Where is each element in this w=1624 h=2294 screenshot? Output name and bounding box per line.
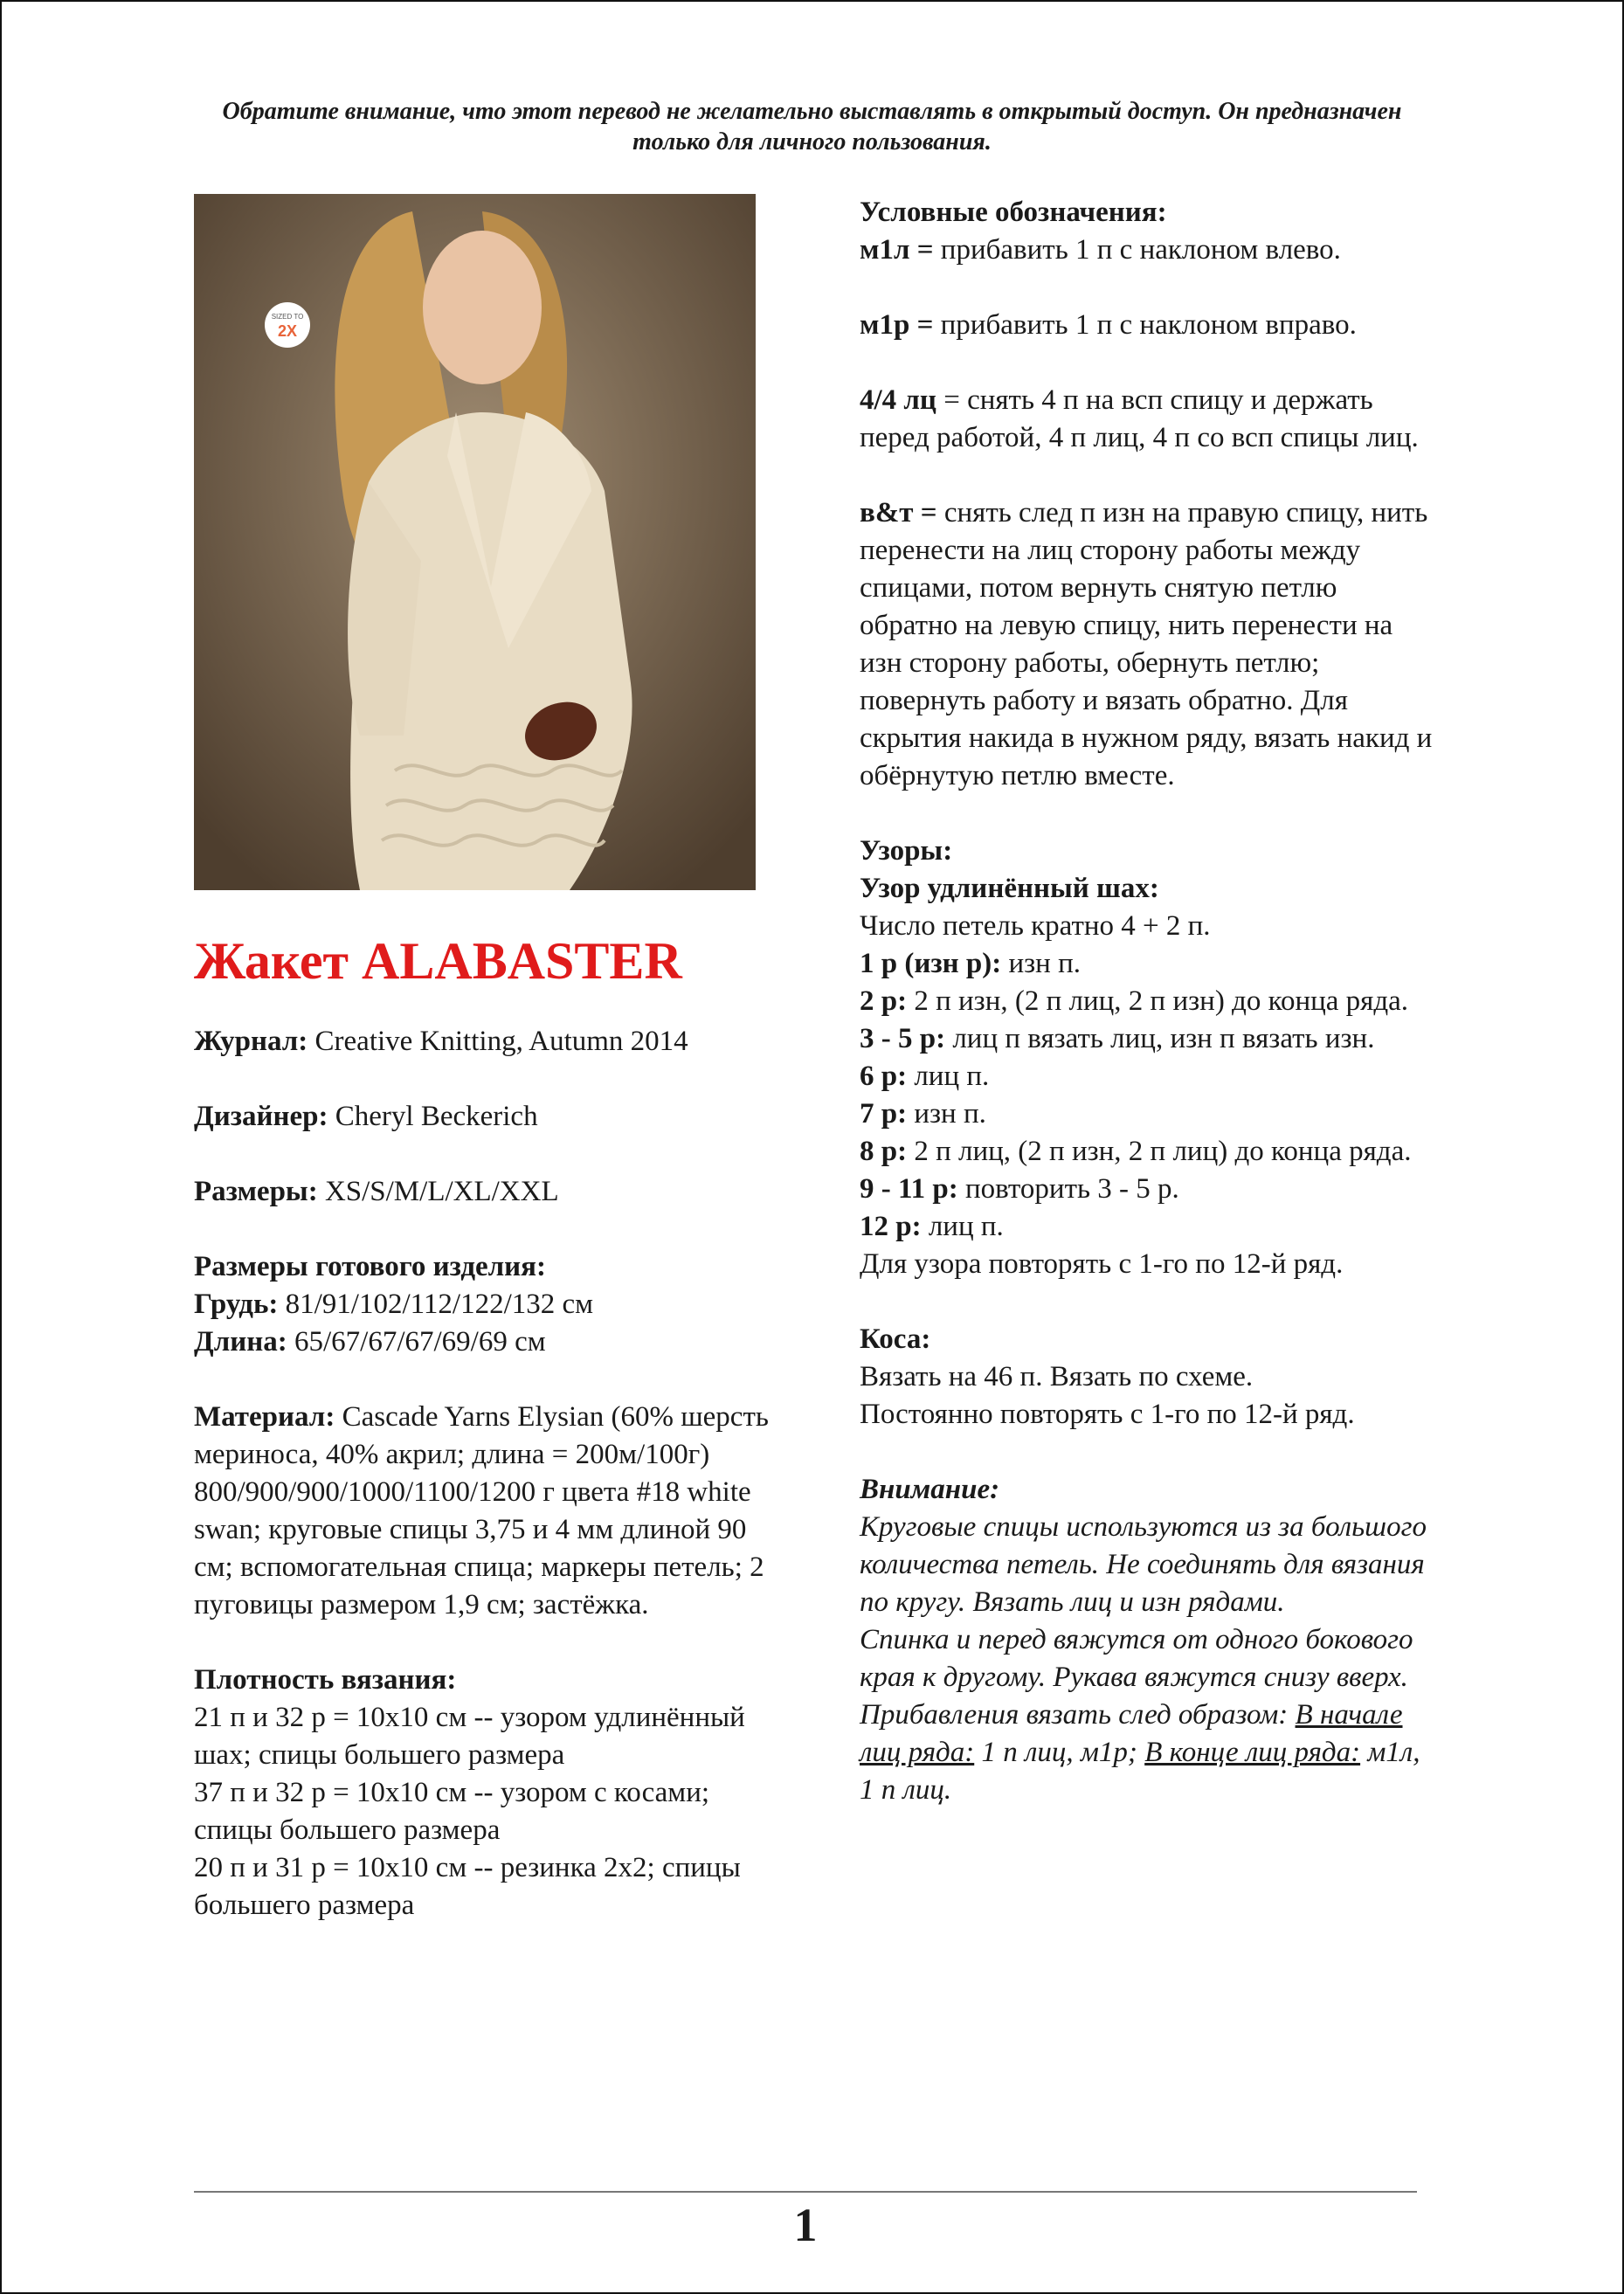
gauge-heading: Плотность вязания: — [194, 1664, 457, 1696]
designer-line: Дизайнер: Cheryl Beckerich — [194, 1101, 538, 1132]
attention-para-1: Круговые спицы используются из за большого количества петель. Не соединять для вязания по кругу. Вязать лиц и изн рядами. — [860, 1511, 1427, 1618]
footer-divider — [194, 2191, 1417, 2193]
attention-heading: Внимание: — [860, 1474, 1000, 1505]
model-illustration — [194, 194, 756, 890]
attention-para-2: Спинка и перед вяжутся от одного бокового края к другому. Рукава вяжутся снизу вверх. — [860, 1624, 1413, 1693]
pattern-row: 12 р: лиц п. — [860, 1211, 1004, 1242]
gauge-line-3: 20 п и 31 р = 10x10 см -- резинка 2x2; спицы большего размера — [194, 1852, 741, 1921]
right-column — [860, 194, 1436, 1809]
pattern-subheading: Узор удлинённый шах: — [860, 873, 1159, 904]
left-column — [194, 922, 771, 1924]
badge-main-text: 2X — [277, 322, 298, 340]
attention-increases: Прибавления вязать след образом: В начале лиц ряда: 1 п лиц, м1р; В конце лиц ряда: м1л, 1 п лиц. — [860, 1699, 1420, 1806]
pattern-row: 6 р: лиц п. — [860, 1061, 990, 1092]
legend-cable: 4/4 лц = снять 4 п на всп спицу и держать перед работой, 4 п лиц, 4 п со всп спицы лиц. — [860, 384, 1419, 453]
badge-top-text: SIZED TO — [271, 313, 304, 321]
pattern-row: 1 р (изн р): изн п. — [860, 948, 1081, 979]
gauge-line-1: 21 п и 32 р = 10x10 см -- узором удлинённый шах; спицы большего размера — [194, 1702, 745, 1771]
page-number: 1 — [793, 2199, 818, 2251]
pattern-repeat: Для узора повторять с 1-го по 12-й ряд. — [860, 1248, 1344, 1280]
legend-m1l: м1л = прибавить 1 п с наклоном влево. — [860, 234, 1341, 266]
length-line: Длина: 65/67/67/67/69/69 см — [194, 1326, 546, 1358]
product-photo — [194, 194, 756, 890]
legend-heading: Условные обозначения: — [860, 197, 1167, 228]
pattern-row: 9 - 11 р: повторить 3 - 5 р. — [860, 1173, 1179, 1205]
pattern-row: 7 р: изн п. — [860, 1098, 986, 1130]
legend-wrap-turn: в&т = снять след п изн на правую спицу, нить перенести на лиц сторону работы между спицами, потом вернуть снятую петлю обратно на левую спицу, нить перенести на изн сторону работы, обернуть петлю; повернуть работу и вязать обратно. Для скрытия накида в нужном ряду, вязать накид и обёрнутую петлю вместе. — [860, 497, 1433, 791]
journal-line: Журнал: Creative Knitting, Autumn 2014 — [194, 1026, 688, 1057]
cable-heading: Коса: — [860, 1323, 931, 1355]
pattern-row: 8 р: 2 п лиц, (2 п изн, 2 п лиц) до конца ряда. — [860, 1136, 1412, 1167]
gauge-line-2: 37 п и 32 р = 10x10 см -- узором с косами; спицы большего размера — [194, 1777, 710, 1846]
pattern-row: 2 р: 2 п изн, (2 п лиц, 2 п изн) до конца ряда. — [860, 985, 1409, 1017]
cable-line-1: Вязать на 46 п. Вязать по схеме. — [860, 1361, 1254, 1392]
pattern-multiple: Число петель кратно 4 + 2 п. — [860, 910, 1211, 942]
sizes-line: Размеры: XS/S/M/L/XL/XXL — [194, 1176, 559, 1207]
pattern-row: 3 - 5 р: лиц п вязать лиц, изн п вязать изн. — [860, 1023, 1375, 1054]
pattern-title: Жакет ALABASTER — [194, 932, 682, 990]
chest-line: Грудь: 81/91/102/112/122/132 см — [194, 1289, 594, 1320]
finished-heading: Размеры готового изделия: — [194, 1251, 547, 1282]
cable-line-2: Постоянно повторять с 1-го по 12-й ряд. — [860, 1399, 1355, 1430]
legend-m1r: м1р = прибавить 1 п с наклоном вправо. — [860, 309, 1357, 341]
copyright-notice: Обратите внимание, что этот перевод не желательно выставлять в открытый доступ. Он предназначен только для личного пользования. — [222, 98, 1402, 155]
patterns-heading: Узоры: — [860, 835, 953, 867]
material-line: Материал: Cascade Yarns Elysian (60% шерсть мериноса, 40% акрил; длина = 200м/100г) 800/900/900/1000/1100/1200 г цвета #18 white swan; круговые спицы 3,75 и 4 мм длиной 90 см; вспомогательная спица; маркеры петель; 2 пуговицы размером 1,9 см; застёжка. — [194, 1401, 769, 1620]
